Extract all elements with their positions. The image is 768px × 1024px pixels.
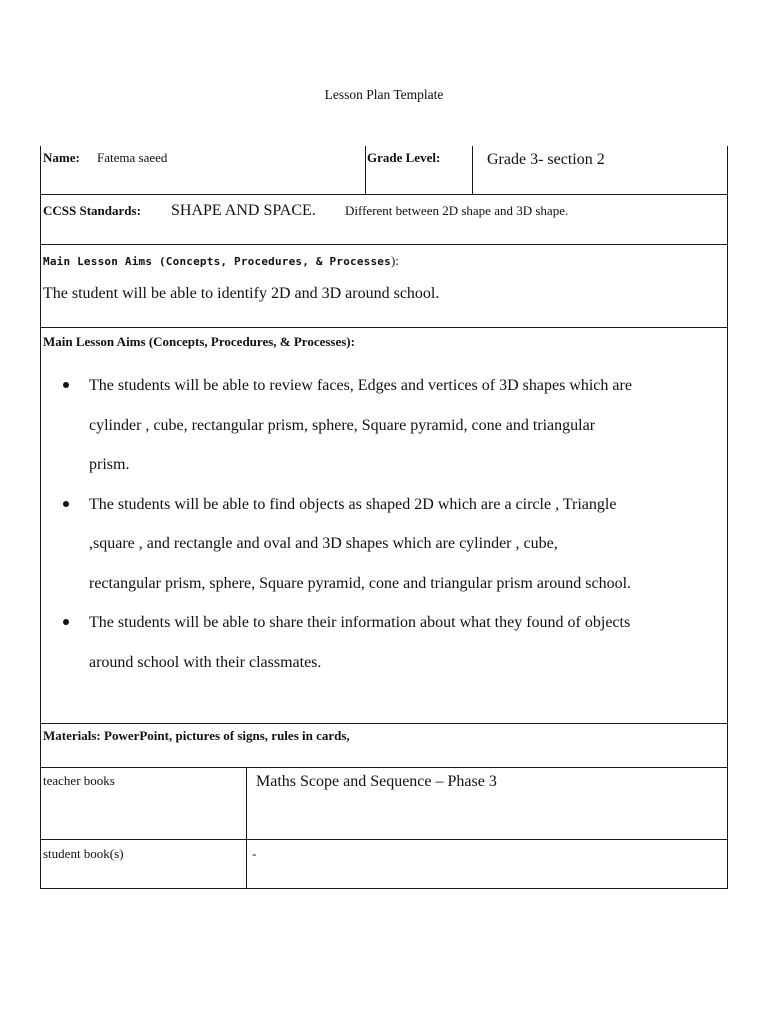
table-left-border — [40, 146, 41, 889]
row-border-aims1-bottom — [40, 327, 728, 328]
name-label: Name: — [43, 150, 80, 165]
student-books-value: - — [252, 846, 257, 861]
bullet-3-line-2: around school with their classmates. — [89, 653, 322, 671]
teacher-books-value: Maths Scope and Sequence – Phase 3 — [256, 773, 497, 790]
books-column-divider — [246, 767, 247, 889]
bullet-3-line-1: The students will be able to share their information about what they found of objects — [89, 614, 631, 631]
document-title: Lesson Plan Template — [324, 87, 444, 102]
bullet-item-3 — [62, 603, 722, 682]
student-books-label: student book(s) — [43, 846, 124, 861]
lesson-aims-bullet-list — [62, 366, 722, 682]
bullet-2-line-1: The students will be able to find objects as shaped 2D which are a circle , Triangle — [89, 495, 617, 513]
bullet-dot-icon — [63, 501, 69, 507]
ccss-standards-topic: SHAPE AND SPACE. — [171, 202, 316, 219]
bullet-1-line-3: prism. — [89, 456, 130, 473]
row-border-standards-bottom — [40, 244, 728, 245]
main-lesson-aims-text-1: The student will be able to identify 2D and 3D around school. — [43, 285, 440, 302]
table-bottom-border — [40, 888, 728, 889]
main-lesson-aims-heading-1 — [43, 251, 399, 270]
ccss-standards-description: Different between 2D shape and 3D shape. — [345, 203, 569, 218]
bullet-item-2 — [62, 485, 722, 604]
ccss-standards-label: CCSS Standards: — [43, 203, 141, 218]
bullet-item-1 — [62, 366, 722, 485]
grade-level-label: Grade Level: — [367, 150, 441, 165]
grade-level-value: Grade 3- section 2 — [487, 151, 605, 168]
main-lesson-aims-label-1-suffix: ): — [390, 253, 399, 268]
bullet-2-line-2: ,square , and rectangle and oval and 3D shapes which are cylinder , cube, — [89, 535, 558, 552]
bullet-2-line-3: rectangular prism, sphere, Square pyramid, cone and triangular prism around school. — [89, 574, 632, 592]
bullet-dot-icon — [63, 619, 69, 625]
bullet-dot-icon — [63, 382, 69, 388]
table-right-border — [727, 146, 728, 889]
header-divider-2 — [472, 146, 473, 194]
row-border-materials-bottom — [40, 767, 728, 768]
bullet-1-line-2: cylinder , cube, rectangular prism, sphere, Square pyramid, cone and triangular — [89, 416, 596, 434]
main-lesson-aims-label-2: Main Lesson Aims (Concepts, Procedures, & Processes): — [43, 334, 355, 349]
row-border-teacher-books-bottom — [40, 839, 728, 840]
materials-label: Materials: PowerPoint, pictures of signs, rules in cards, — [43, 728, 350, 743]
name-value: Fatema saeed — [97, 150, 168, 165]
teacher-books-label: teacher books — [43, 773, 115, 788]
header-divider-1 — [365, 146, 366, 194]
row-border-aims2-bottom — [40, 723, 728, 724]
row-border-header-bottom — [40, 194, 728, 195]
main-lesson-aims-label-1: Main Lesson Aims (Concepts, Procedures, & Processes — [43, 255, 391, 268]
bullet-1-line-1: The students will be able to review faces, Edges and vertices of 3D shapes which are — [89, 377, 632, 394]
